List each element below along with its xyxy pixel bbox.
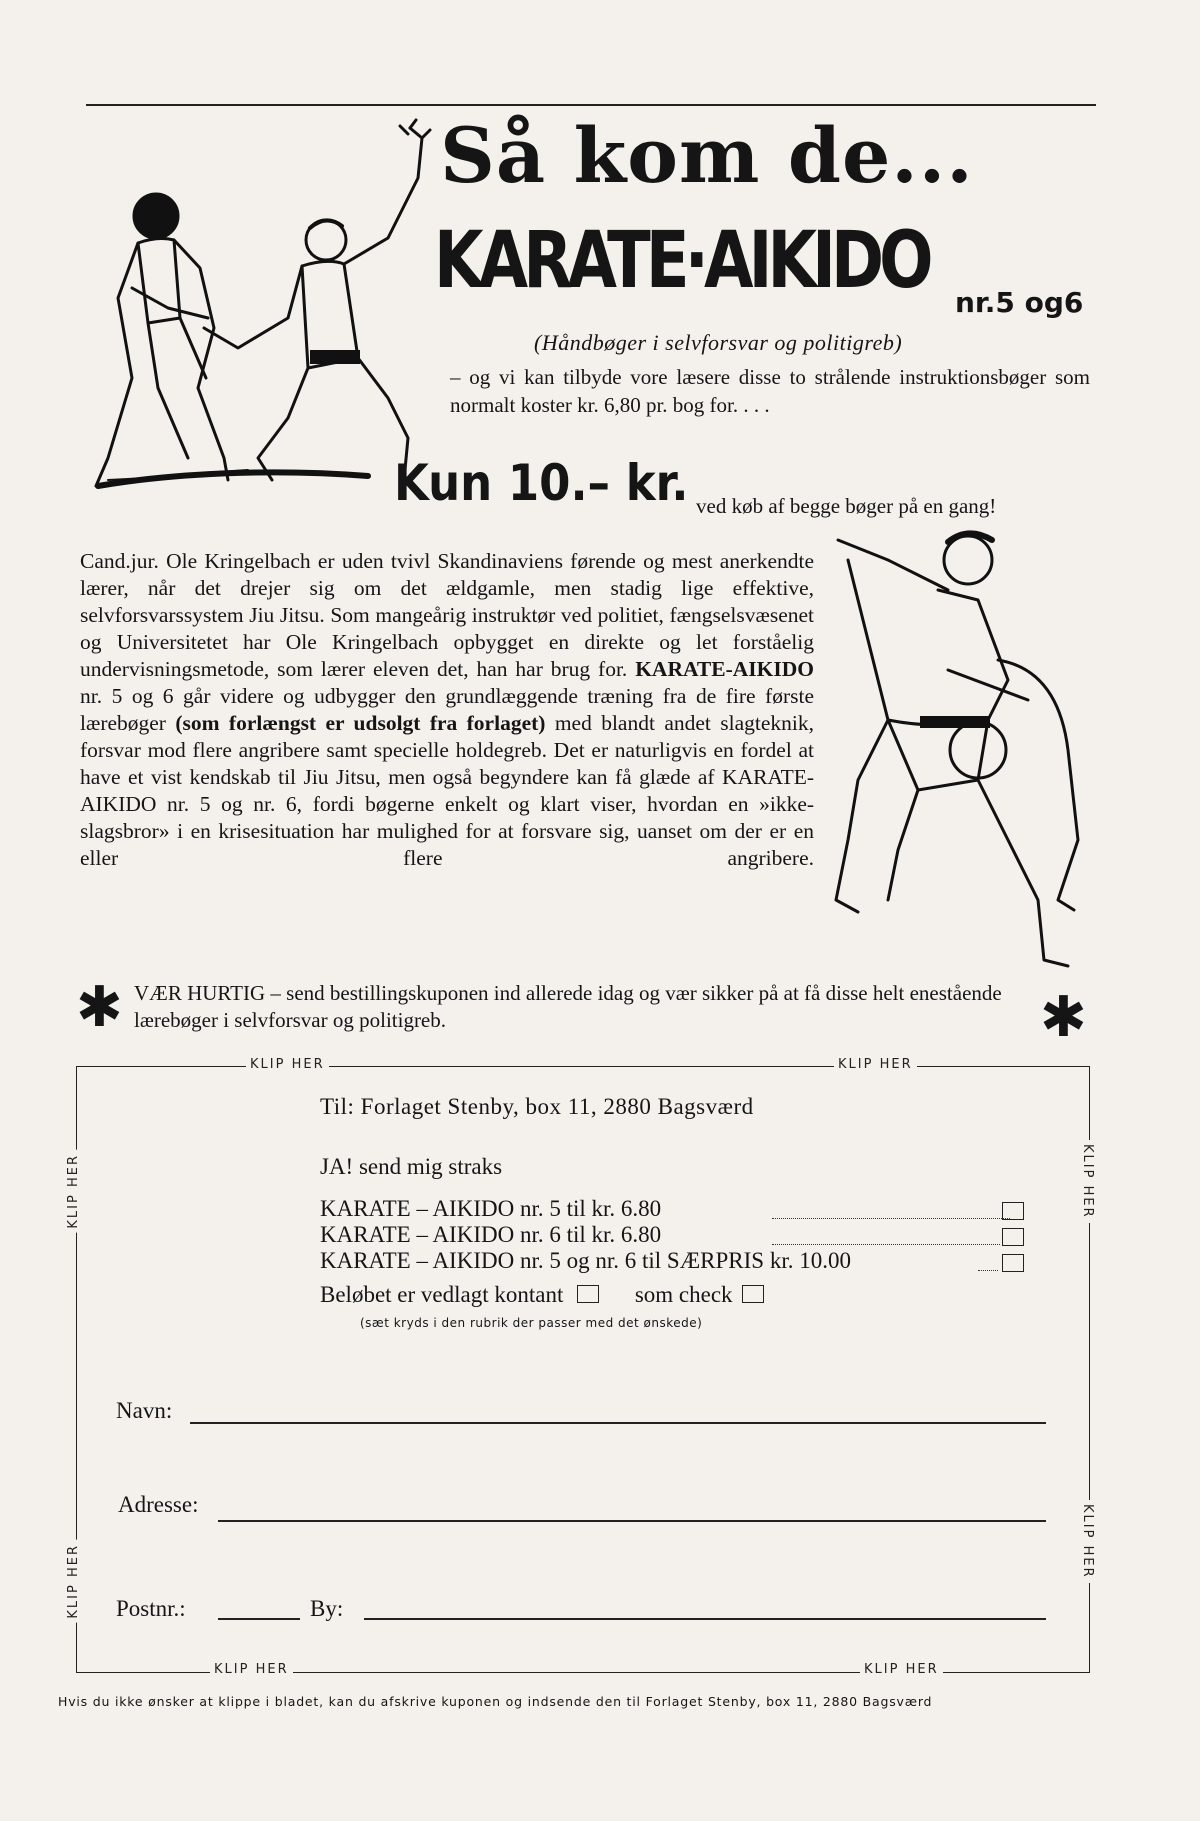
payment-cash-label: Beløbet er vedlagt kontant <box>320 1282 564 1307</box>
price-note: ved køb af begge bøger på en gang! <box>696 494 997 518</box>
payment-check-label: som check <box>634 1282 733 1307</box>
top-rule <box>86 104 1096 106</box>
leader-dots <box>978 1258 998 1271</box>
article-body <box>80 548 814 872</box>
recipient-address: Til: Forlaget Stenby, box 11, 2880 Bagsværd <box>320 1094 754 1119</box>
leader-dots <box>772 1232 1000 1245</box>
price: Kun 10.– kr. <box>394 454 689 512</box>
cut-label-left-upper: KLIP HER <box>66 1150 81 1233</box>
checkbox-nr5[interactable] <box>1002 1202 1024 1220</box>
body-part-4: fordi bøgerne enkelt og klart viser, hvordan en »ikke-slagsbror» i en krisesituation har mulighed for at forsvare sig, uanset om der er en eller flere angribere. <box>80 792 815 870</box>
order-coupon <box>76 1066 1090 1673</box>
cut-label-right-upper: KLIP HER <box>1080 1140 1095 1223</box>
asterisk-right-icon: ✱ <box>1040 985 1087 1050</box>
city-field[interactable] <box>364 1618 1046 1620</box>
cut-label-right-lower: KLIP HER <box>1080 1500 1095 1583</box>
cut-label-top-left: KLIP HER <box>246 1057 329 1072</box>
order-row-nr5 <box>320 1196 1030 1224</box>
address-label: Adresse: <box>118 1492 199 1517</box>
postal-field[interactable] <box>218 1618 300 1620</box>
asterisk-left-icon: ✱ <box>76 975 123 1040</box>
fighters-illustration-right <box>828 520 1088 980</box>
order-intro: JA! send mig straks <box>320 1154 503 1179</box>
cut-label-left-lower: KLIP HER <box>66 1540 81 1623</box>
issue-number: nr.5 og6 <box>955 286 1084 319</box>
postal-label: Postnr.: <box>116 1596 186 1621</box>
body-bold-3: KARATE-AIKIDO nr. 5 og nr. 6, <box>80 765 815 816</box>
checkbox-instruction: (sæt kryds i den rubrik der passer med det ønskede) <box>360 1316 703 1330</box>
order-label-nr5: KARATE – AIKIDO nr. 5 til kr. 6.80 <box>320 1196 662 1221</box>
checkbox-both[interactable] <box>1002 1254 1024 1272</box>
footer-note: Hvis du ikke ønsker at klippe i bladet, kan du afskrive kuponen og indsende den til Forlaget Stenby, box 11, 2880 Bagsværd <box>58 1694 933 1709</box>
order-label-both: KARATE – AIKIDO nr. 5 og nr. 6 til SÆRPRIS kr. 10.00 <box>320 1248 851 1273</box>
city-label: By: <box>310 1596 344 1621</box>
address-field[interactable] <box>218 1520 1046 1522</box>
checkbox-check[interactable] <box>742 1285 764 1303</box>
hurry-text: VÆR HURTIG – send bestillingskuponen ind allerede idag og vær sikker på at få disse helt enestående lærebøger i selvforsvar og politigreb. <box>134 981 1002 1032</box>
offer-text: – og vi kan tilbyde vore læsere disse to strålende instruktionsbøger som normalt koster kr. 6,80 pr. bog for. . . . <box>450 365 1090 417</box>
body-part-3: med blandt andet slagteknik, forsvar mod flere angribere samt specielle holdegreb. Det er naturligvis en fordel at have et vist kendskab til Jiu Jitsu, men også begyndere kan få glæde af <box>80 711 814 789</box>
name-label: Navn: <box>116 1398 173 1423</box>
cut-label-top-right: KLIP HER <box>834 1057 917 1072</box>
order-label-nr6: KARATE – AIKIDO nr. 6 til kr. 6.80 <box>320 1222 662 1247</box>
order-row-nr6 <box>320 1222 1030 1250</box>
order-row-both <box>320 1248 1030 1276</box>
checkbox-cash[interactable] <box>577 1285 599 1303</box>
payment-row <box>320 1282 764 1308</box>
leader-dots <box>772 1206 1010 1219</box>
brand-title: KARATE·AIKIDO <box>434 216 929 306</box>
cut-label-bottom-left: KLIP HER <box>210 1662 293 1677</box>
fighters-illustration-left <box>88 118 448 498</box>
subtitle: (Håndbøger i selvforsvar og politigreb) <box>534 330 903 355</box>
checkbox-nr6[interactable] <box>1002 1228 1024 1246</box>
body-part-2: nr. 5 og 6 går videre og udbygger den grundlæggende træning fra de fire første lærebøger <box>80 684 814 735</box>
headline: Så kom de... <box>440 111 974 200</box>
name-field[interactable] <box>190 1422 1046 1424</box>
body-bold-1: KARATE-AIKIDO <box>635 657 814 681</box>
body-part-1: Cand.jur. Ole Kringelbach er uden tvivl Skandinaviens førende og mest anerkendte lærer, når det drejer sig om det ældgamle, men stadig lige effektive, selvforsvarssystem Jiu Jitsu. Som mangeårig instruktør ved politiet, fængselsvæsenet og Universitetet har Ole Kringelbach opbygget en direkte og let forståelig undervisningsmetode, som lærer eleven det, han har brug for. <box>80 549 814 681</box>
cut-label-bottom-right: KLIP HER <box>860 1662 943 1677</box>
body-bold-2: (som forlængst er udsolgt fra forlaget) <box>175 711 546 735</box>
